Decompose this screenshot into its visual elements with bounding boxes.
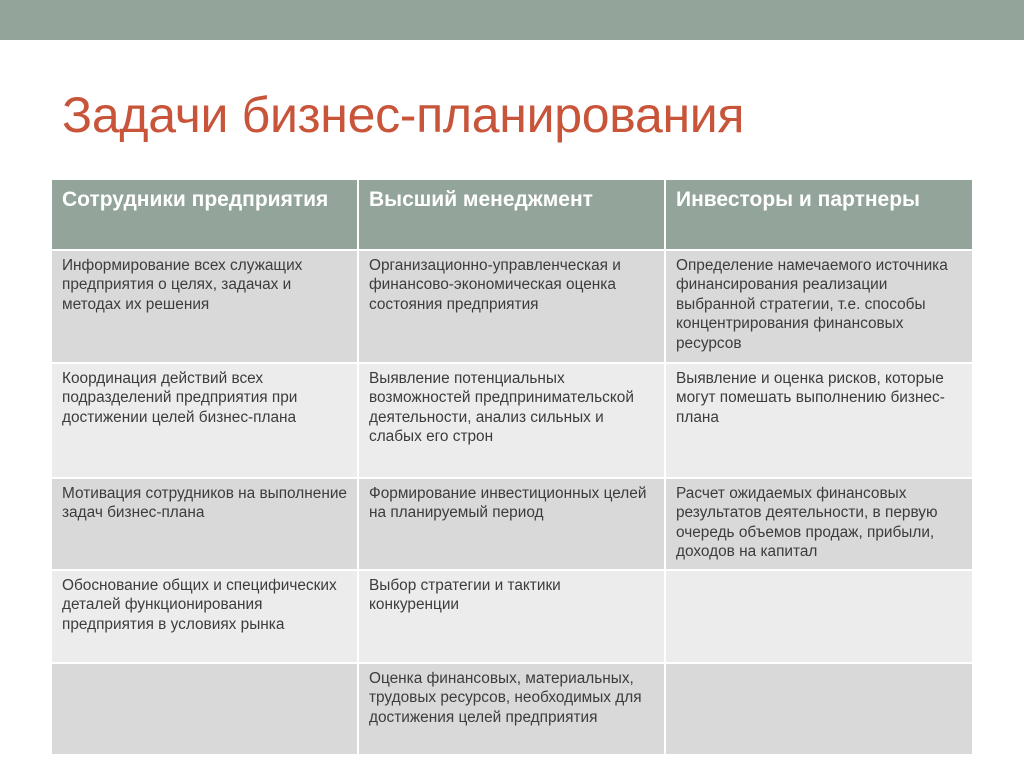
table-cell: Оценка финансовых, материальных, трудовых ресурсов, необходимых для достижения целей предприятия — [358, 663, 665, 755]
table-cell — [52, 663, 358, 755]
table-cell: Координация действий всех подразделений предприятия при достижении целей бизнес-плана — [52, 363, 358, 478]
table-cell: Выбор стратегии и тактики конкуренции — [358, 570, 665, 663]
table-row — [52, 570, 972, 663]
table-cell: Формирование инвестиционных целей на планируемый период — [358, 478, 665, 570]
top-accent-bar — [0, 0, 1024, 40]
table-cell: Информирование всех служащих предприятия о целях, задачах и методах их решения — [52, 250, 358, 363]
table-cell: Определение намечаемого источника финансирования реализации выбранной стратегии, т.е. способы концентрирования финансовых ресурсов — [665, 250, 972, 363]
table-row — [52, 250, 972, 363]
table-cell: Мотивация сотрудников на выполнение задач бизнес-плана — [52, 478, 358, 570]
table-cell: Обоснование общих и специфических деталей функционирования предприятия в условиях рынка — [52, 570, 358, 663]
table-cell — [665, 570, 972, 663]
table-row — [52, 478, 972, 570]
table-cell: Выявление потенциальных возможностей предпринимательской деятельности, анализ сильных и слабых его строн — [358, 363, 665, 478]
table-row — [52, 663, 972, 755]
table-row — [52, 363, 972, 478]
table-cell — [665, 663, 972, 755]
table-cell: Организационно-управленческая и финансово-экономическая оценка состояния предприятия — [358, 250, 665, 363]
header-employees: Сотрудники предприятия — [52, 180, 358, 250]
header-top-management: Высший менеджмент — [358, 180, 665, 250]
header-investors-partners: Инвесторы и партнеры — [665, 180, 972, 250]
table-cell: Расчет ожидаемых финансовых результатов деятельности, в первую очередь объемов продаж, прибыли, доходов на капитал — [665, 478, 972, 570]
table-header-row — [52, 180, 972, 250]
table-cell: Выявление и оценка рисков, которые могут помешать выполнению бизнес-плана — [665, 363, 972, 478]
slide-title: Задачи бизнес-планирования — [62, 87, 745, 143]
tasks-table — [52, 180, 972, 756]
